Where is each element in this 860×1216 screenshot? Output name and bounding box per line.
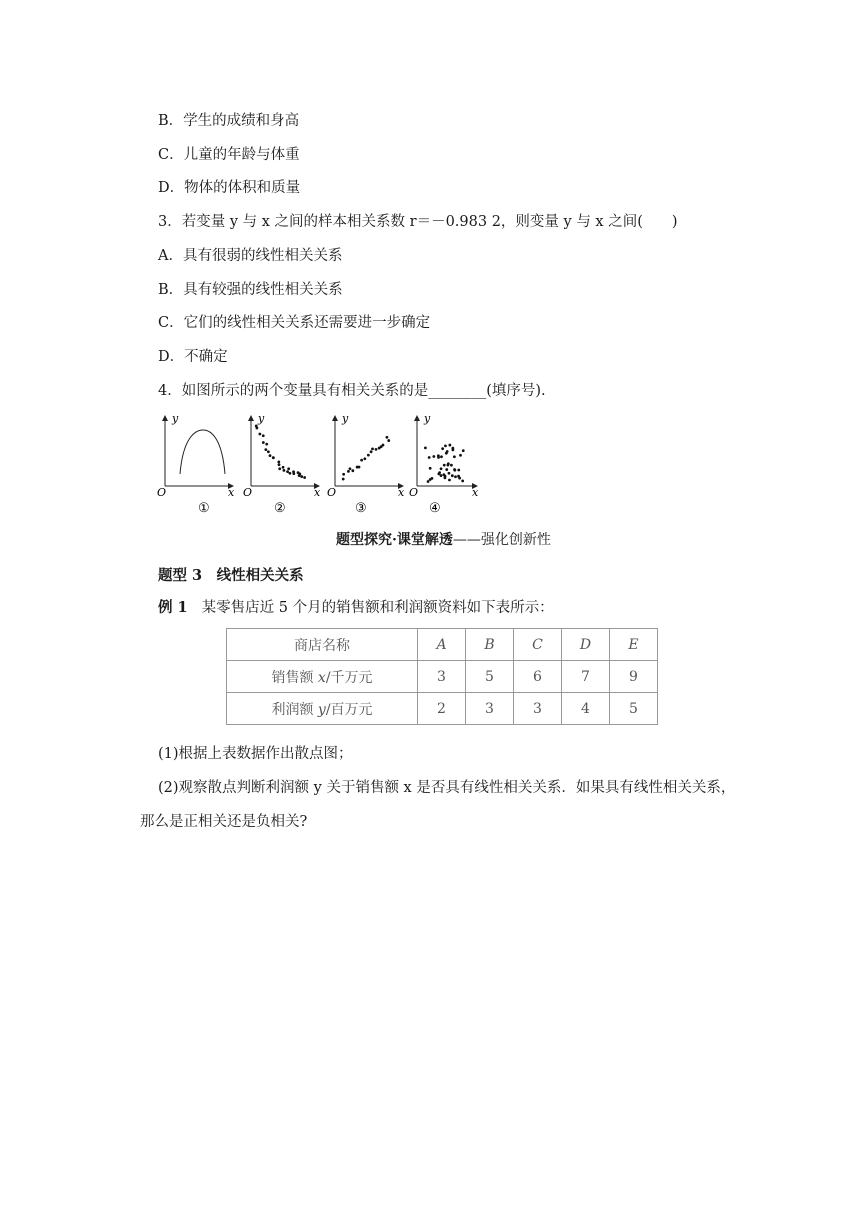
- scatter-dot: [440, 467, 443, 470]
- x-label-3: x: [398, 486, 405, 499]
- scatter-dot: [351, 469, 354, 472]
- x-label-2: x: [314, 486, 321, 499]
- row-label-profit: [227, 693, 418, 725]
- type-heading: 题型 3 线性相关关系: [158, 567, 304, 584]
- scatter-dot: [445, 468, 448, 471]
- scatter-dot: [457, 469, 460, 472]
- scatter-dot: [262, 441, 265, 444]
- table-row: [227, 629, 658, 661]
- figure-4: [409, 412, 479, 516]
- row-label-var: x: [317, 669, 326, 686]
- scatter-3: [342, 436, 390, 481]
- scatter-dot: [363, 457, 366, 460]
- table-header-cell: D: [562, 629, 610, 661]
- scatter-dot: [375, 448, 378, 451]
- sub-question-2-line1: (2)观察散点判断利润额 y 关于销售额 x 是否具有线性相关关系．如果具有线性相关关系，: [158, 780, 736, 796]
- figure-label-4: ④: [429, 501, 441, 516]
- figures-svg: [155, 410, 485, 518]
- example-1: [158, 596, 554, 617]
- scatter-dot: [288, 472, 291, 475]
- scatter-dot: [448, 444, 451, 447]
- origin-label-2: O: [243, 486, 253, 499]
- scatter-dot: [461, 480, 464, 483]
- example-tag: 例 1: [158, 599, 188, 616]
- table-row: [227, 661, 658, 693]
- scatter-dot: [450, 464, 453, 467]
- scatter-dot: [424, 447, 427, 450]
- figure-label-1: ①: [198, 501, 210, 516]
- scatter-dot: [458, 477, 461, 480]
- figure-2: [243, 412, 321, 516]
- scatter-dot: [453, 455, 456, 458]
- sales-table: [226, 628, 658, 725]
- table-header-cell: B: [466, 629, 514, 661]
- table-header-cell: A: [418, 629, 466, 661]
- example-text: 某零售店近 5 个月的销售额和利润额资料如下表所示：: [201, 600, 554, 616]
- table-cell: 2: [418, 693, 466, 725]
- scatter-figures: [155, 410, 485, 518]
- table-cell: 5: [610, 693, 658, 725]
- scatter-dot: [448, 479, 451, 482]
- question-4-stem: 4．如图所示的两个变量具有相关关系的是________(填序号).: [158, 383, 546, 399]
- row-label-var: y: [317, 701, 326, 718]
- scatter-dot: [387, 439, 390, 442]
- option-q3-a: A．具有很弱的线性相关关系: [158, 248, 343, 264]
- scatter-dot: [287, 467, 290, 470]
- y-label-2: y: [258, 412, 265, 425]
- scatter-dot: [300, 475, 303, 478]
- question-3-stem: 3．若变量 y 与 x 之间的样本相关系数 r＝－0.983 2，则变量 y 与 x 之间( ): [158, 214, 678, 230]
- section-heading-bold: 题型探究·课堂解透: [336, 532, 453, 548]
- scatter-dot: [440, 474, 443, 477]
- scatter-dot: [431, 477, 434, 480]
- sub-question-2-line2: 那么是正相关还是负相关?: [140, 814, 308, 830]
- option-q3-d: D．不确定: [158, 349, 228, 365]
- scatter-dot: [264, 448, 267, 451]
- option-q2-b: B．学生的成绩和身高: [158, 113, 300, 129]
- scatter-dot: [370, 450, 373, 453]
- y-label-1: y: [172, 412, 179, 425]
- table-cell: 3: [514, 693, 562, 725]
- figure-label-2: ②: [274, 501, 286, 516]
- origin-label-4: O: [409, 486, 419, 499]
- table-header-cell: E: [610, 629, 658, 661]
- figure-3: [327, 412, 405, 516]
- scatter-dot: [382, 444, 385, 447]
- origin-label-3: O: [327, 486, 337, 499]
- scatter-dot: [342, 478, 345, 481]
- scatter-dot: [428, 456, 431, 459]
- scatter-dot: [443, 464, 446, 467]
- scatter-dot: [262, 434, 265, 437]
- scatter-dot: [459, 454, 462, 457]
- scatter-dot: [448, 472, 451, 475]
- curve-1: [180, 430, 225, 474]
- scatter-dot: [258, 433, 261, 436]
- scatter-dot: [347, 470, 350, 473]
- scatter-dot: [440, 455, 443, 458]
- scatter-dot: [442, 473, 445, 476]
- scatter-dot: [438, 471, 441, 474]
- row-label-text: 销售额: [271, 669, 318, 686]
- scatter-dot: [283, 469, 286, 472]
- scatter-dot: [272, 456, 275, 459]
- table-cell: 4: [562, 693, 610, 725]
- table-cell: 7: [562, 661, 610, 693]
- scatter-dot: [278, 467, 281, 470]
- scatter-dot: [269, 454, 272, 457]
- y-label-3: y: [342, 412, 349, 425]
- option-q2-d: D．物体的体积和质量: [158, 180, 301, 196]
- scatter-dot: [432, 455, 435, 458]
- scatter-dot: [367, 454, 370, 457]
- scatter-dot: [429, 467, 432, 470]
- table-cell: 5: [466, 661, 514, 693]
- table-cell: 3: [466, 693, 514, 725]
- scatter-dot: [437, 454, 440, 457]
- sub-question-1: (1)根据上表数据作出散点图；: [158, 746, 353, 762]
- scatter-dot: [342, 473, 345, 476]
- scatter-dot: [267, 450, 270, 453]
- scatter-dot: [349, 467, 352, 470]
- table-header-label: 商店名称: [227, 629, 418, 661]
- scatter-dot: [462, 449, 465, 452]
- y-label-4: y: [424, 412, 431, 425]
- scatter-2: [255, 425, 306, 479]
- scatter-dot: [371, 447, 374, 450]
- row-label-text: 利润额: [271, 701, 318, 718]
- scatter-dot: [446, 450, 449, 453]
- option-q2-c: C．儿童的年龄与体重: [158, 147, 300, 163]
- origin-label-1: O: [157, 486, 167, 499]
- scatter-dot: [255, 427, 258, 430]
- scatter-dot: [441, 447, 444, 450]
- x-label-4: x: [472, 486, 479, 499]
- row-label-unit: /百万元: [325, 701, 373, 718]
- table-row: [227, 693, 658, 725]
- scatter-dot: [451, 474, 454, 477]
- scatter-dot: [265, 443, 268, 446]
- scatter-dot: [360, 459, 363, 462]
- row-label-unit: /千万元: [325, 669, 373, 686]
- table-header-cell: C: [514, 629, 562, 661]
- scatter-dot: [282, 466, 285, 469]
- scatter-dot: [453, 469, 456, 472]
- table-cell: 3: [418, 661, 466, 693]
- scatter-dot: [292, 472, 295, 475]
- figure-1: [157, 412, 235, 516]
- option-q3-c: C．它们的线性相关关系还需要进一步确定: [158, 315, 431, 331]
- x-label-1: x: [228, 486, 235, 499]
- figure-label-3: ③: [355, 501, 367, 516]
- section-heading-rest: ——强化创新性: [452, 532, 551, 548]
- scatter-dot: [385, 436, 388, 439]
- table-cell: 9: [610, 661, 658, 693]
- scatter-4: [424, 444, 465, 483]
- option-q3-b: B．具有较强的线性相关关系: [158, 282, 343, 298]
- scatter-dot: [444, 444, 447, 447]
- scatter-dot: [358, 466, 361, 469]
- table-cell: 6: [514, 661, 562, 693]
- section-heading: [336, 529, 551, 549]
- scatter-dot: [447, 464, 450, 467]
- row-label-sales: [227, 661, 418, 693]
- scatter-dot: [427, 480, 430, 483]
- scatter-dot: [277, 460, 280, 463]
- scatter-dot: [303, 476, 306, 479]
- scatter-dot: [454, 475, 457, 478]
- scatter-dot: [298, 474, 301, 477]
- scatter-dot: [451, 448, 454, 451]
- scatter-dot: [278, 463, 281, 466]
- scatter-dot: [286, 470, 289, 473]
